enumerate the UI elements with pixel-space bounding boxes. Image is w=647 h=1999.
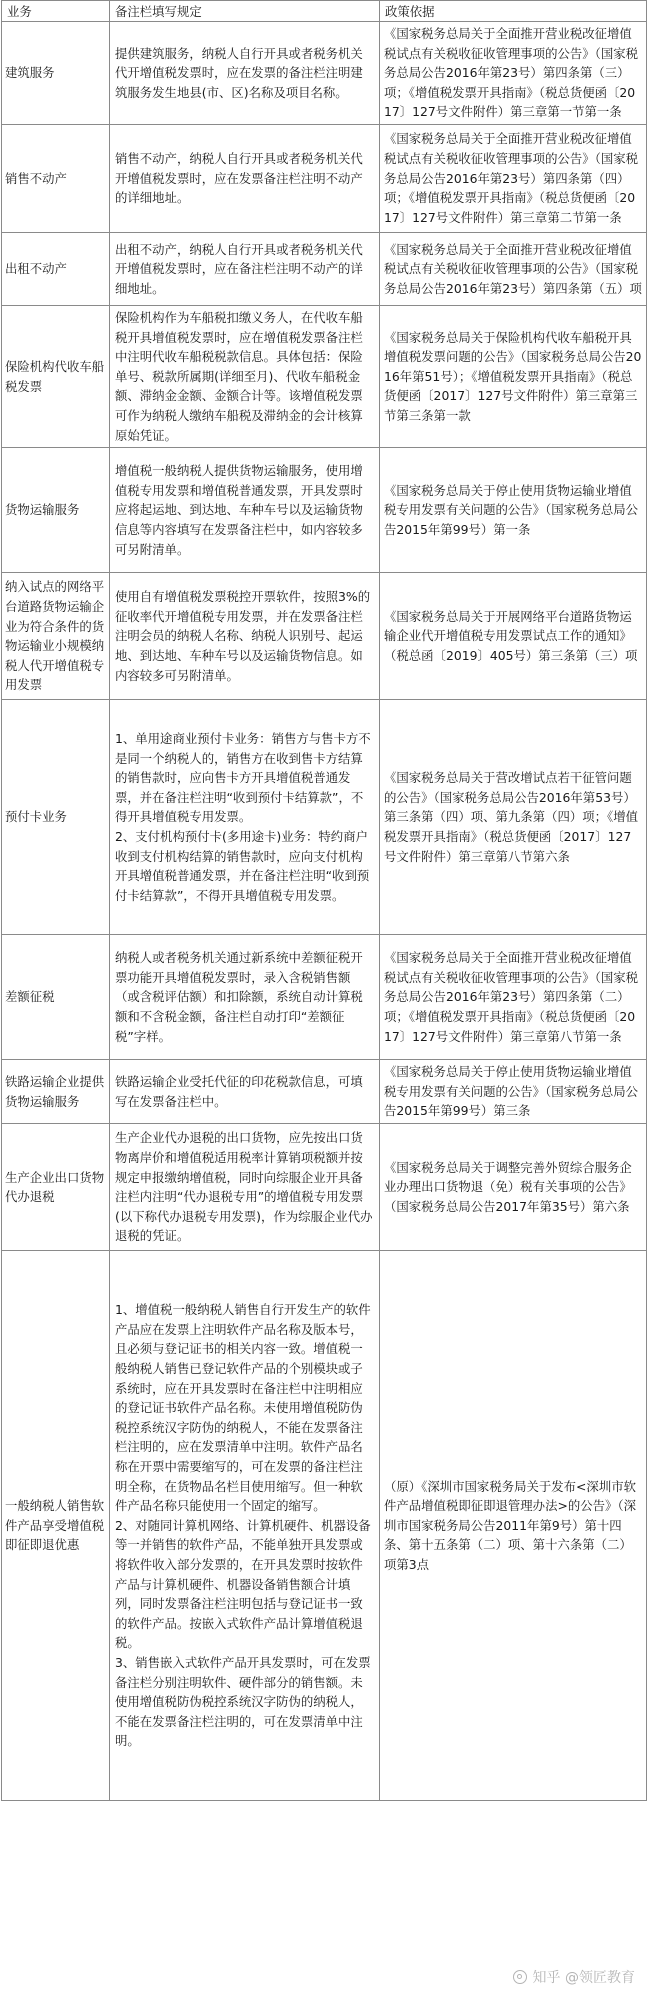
row-basis: 《国家税务总局关于停止使用货物运输业增值税专用发票有关问题的公告》（国家税务总局公告2015年第99号）第三条 — [380, 1060, 647, 1124]
table-header-row — [2, 1, 647, 22]
table-row — [2, 1124, 647, 1251]
row-note: 1、单用途商业预付卡业务：销售方与售卡方不是同一个纳税人的，销售方在收到售卡方结算的销售款时，应向售卡方开具增值税普通发票，并在备注栏注明“收到预付卡结算款”，不得开具增值税专用发票。 2、支付机构预付卡(多用途卡)业务：特约商户收到支付机构结算的销售款时，应向支付机构开具增值税普通发票，并在备注栏注明“收到预付卡结算款”，不得开具增值税专用发票。 — [110, 700, 380, 935]
row-note: 出租不动产，纳税人自行开具或者税务机关代开增值税发票时，应在备注栏注明不动产的详细地址。 — [110, 232, 380, 305]
row-category: 销售不动产 — [2, 124, 110, 232]
row-note: 纳税人或者税务机关通过新系统中差额征税开票功能开具增值税发票时，录入含税销售额（或含税评估额）和扣除额，系统自动计算税额和不含税金额，备注栏自动打印“差额征税”字样。 — [110, 935, 380, 1060]
row-note: 保险机构作为车船税扣缴义务人，在代收车船税开具增值税发票时，应在增值税发票备注栏中注明代收车船税税款信息。具体包括：保险单号、税款所属期(详细至月)、代收车船税金额、滞纳金金额、金额合计等。该增值税发票可作为纳税人缴纳车船税及滞纳金的会计核算原始凭证。 — [110, 305, 380, 447]
table-row — [2, 1060, 647, 1124]
table-row — [2, 232, 647, 305]
row-category: 出租不动产 — [2, 232, 110, 305]
row-category: 差额征税 — [2, 935, 110, 1060]
row-basis: 《国家税务总局关于全面推开营业税改征增值税试点有关税收征收管理事项的公告》（国家税务总局公告2016年第23号）第四条第（四）项；《增值税发票开具指南》（税总货便函〔2017〕127号文件附件）第三章第二节第一条 — [380, 124, 647, 232]
watermark — [513, 1967, 635, 1987]
row-basis: 《国家税务总局关于全面推开营业税改征增值税试点有关税收征收管理事项的公告》（国家税务总局公告2016年第23号）第四条第（五）项 — [380, 232, 647, 305]
row-category: 纳入试点的网络平台道路货物运输企业为符合条件的货物运输业小规模纳税人代开增值税专用发票 — [2, 573, 110, 700]
row-basis: 《国家税务总局关于调整完善外贸综合服务企业办理出口货物退（免）税有关事项的公告》（国家税务总局公告2017年第35号）第六条 — [380, 1124, 647, 1251]
row-category: 铁路运输企业提供货物运输服务 — [2, 1060, 110, 1124]
table-row — [2, 22, 647, 125]
table-row — [2, 305, 647, 447]
row-note: 增值税一般纳税人提供货物运输服务，使用增值税专用发票和增值税普通发票，开具发票时应将起运地、到达地、车种车号以及运输货物信息等内容填写在发票备注栏中，如内容较多可另附清单。 — [110, 448, 380, 573]
header-policy-basis: 政策依据 — [380, 1, 647, 22]
header-business: 业务 — [2, 1, 110, 22]
row-category: 预付卡业务 — [2, 700, 110, 935]
row-basis: （原）《深圳市国家税务局关于发布<深圳市软件产品增值税即征即退管理办法>的公告》（深圳市国家税务局公告2011年第9号）第十四条、第十五条第（二）项、第十六条第（二）项第3点 — [380, 1251, 647, 1801]
row-basis: 《国家税务总局关于营改增试点若干征管问题的公告》（国家税务总局公告2016年第53号）第三条第（四）项、第九条第（四）项；《增值税发票开具指南》（税总货便函〔2017〕127号文件附件）第三章第八节第六条 — [380, 700, 647, 935]
table-row — [2, 1251, 647, 1801]
row-note: 1、增值税一般纳税人销售自行开发生产的软件产品应在发票上注明软件产品名称及版本号，且必须与登记证书的相关内容一致。增值税一般纳税人销售已登记软件产品的个别模块或子系统时，应在开具发票时在备注栏中注明相应的登记证书软件产品名称。未使用增值税防伪税控系统汉字防伪的纳税人，不能在发票备注栏注明的，应在发票清单中注明。软件产品名称在开票中需要缩写的，可在发票的备注栏注明全称，在货物品名栏目使用缩写。但一种软件产品名称只能使用一个固定的缩写。 2、对随同计算机网络、计算机硬件、机器设备等一并销售的软件产品，不能单独开具发票或将软件收入部分发票的，在开具发票时按软件产品与计算机硬件、机器设备销售额合计填列，同时发票备注栏注明包括与登记证书一致的软件产品。按嵌入式软件产品计算增值税退税。 3、销售嵌入式软件产品开具发票时，可在发票备注栏分别注明软件、硬件部分的销售额。未使用增值税防伪税控系统汉字防伪的纳税人，不能在发票备注栏注明的，可在发票清单中注明。 — [110, 1251, 380, 1801]
row-basis: 《国家税务总局关于停止使用货物运输业增值税专用发票有关问题的公告》（国家税务总局公告2015年第99号）第一条 — [380, 448, 647, 573]
table-row — [2, 700, 647, 935]
row-category: 货物运输服务 — [2, 448, 110, 573]
table-row — [2, 124, 647, 232]
zhihu-icon — [513, 1970, 527, 1984]
row-category: 保险机构代收车船税发票 — [2, 305, 110, 447]
header-remark-rule: 备注栏填写规定 — [110, 1, 380, 22]
row-basis: 《国家税务总局关于开展网络平台道路货物运输企业代开增值税专用发票试点工作的通知》（税总函〔2019〕405号）第三条第（三）项 — [380, 573, 647, 700]
row-note: 生产企业代办退税的出口货物，应先按出口货物离岸价和增值税适用税率计算销项税额并按规定申报缴纳增值税，同时向综服企业开具备注栏内注明“代办退税专用”的增值税专用发票(以下称代办退税专用发票)，作为综服企业代办退税的凭证。 — [110, 1124, 380, 1251]
row-basis: 《国家税务总局关于保险机构代收车船税开具增值税发票问题的公告》（国家税务总局公告2016年第51号）；《增值税发票开具指南》（税总货便函〔2017〕127号文件附件）第三章第三节第三条第一款 — [380, 305, 647, 447]
table-row — [2, 573, 647, 700]
row-note: 铁路运输企业受托代征的印花税款信息，可填写在发票备注栏中。 — [110, 1060, 380, 1124]
table-row — [2, 935, 647, 1060]
invoice-remarks-table — [1, 0, 647, 1801]
watermark-text: 知乎 @领匠教育 — [532, 1970, 635, 1986]
row-category: 一般纳税人销售软件产品享受增值税即征即退优惠 — [2, 1251, 110, 1801]
row-basis: 《国家税务总局关于全面推开营业税改征增值税试点有关税收征收管理事项的公告》（国家税务总局公告2016年第23号）第四条第（三）项；《增值税发票开具指南》（税总货便函〔2017〕127号文件附件）第三章第一节第一条 — [380, 22, 647, 125]
row-note: 提供建筑服务，纳税人自行开具或者税务机关代开增值税发票时，应在发票的备注栏注明建筑服务发生地县(市、区)名称及项目名称。 — [110, 22, 380, 125]
row-note: 销售不动产，纳税人自行开具或者税务机关代开增值税发票时，应在发票备注栏注明不动产的详细地址。 — [110, 124, 380, 232]
row-category: 生产企业出口货物代办退税 — [2, 1124, 110, 1251]
row-note: 使用自有增值税发票税控开票软件，按照3%的征收率代开增值税专用发票，并在发票备注栏注明会员的纳税人名称、纳税人识别号、起运地、到达地、车种车号以及运输货物信息。如内容较多可另附清单。 — [110, 573, 380, 700]
table-row — [2, 448, 647, 573]
row-category: 建筑服务 — [2, 22, 110, 125]
row-basis: 《国家税务总局关于全面推开营业税改征增值税试点有关税收征收管理事项的公告》（国家税务总局公告2016年第23号）第四条第（二）项；《增值税发票开具指南》（税总货便函〔2017〕127号文件附件）第三章第八节第一条 — [380, 935, 647, 1060]
